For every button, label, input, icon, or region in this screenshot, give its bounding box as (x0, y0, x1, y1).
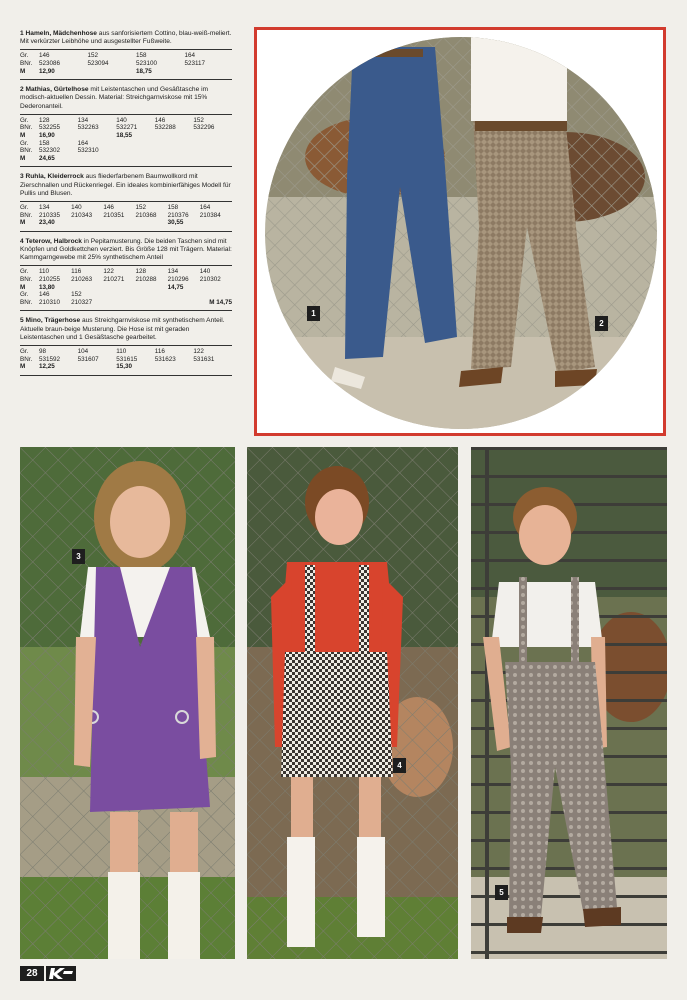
table-cell: 18,75 (135, 67, 152, 75)
table-cell: 146 (154, 116, 166, 124)
product-description (20, 173, 232, 198)
table-row (20, 276, 232, 284)
table-cell: 532296 (193, 124, 215, 132)
table-cell: 152 (135, 203, 146, 211)
table-cell: 140 (71, 203, 82, 211)
row-key: Gr. (20, 268, 29, 276)
size-price-table (20, 268, 232, 306)
photo-badge-3: 3 (72, 549, 85, 564)
table-cell: 12,25 (39, 363, 55, 371)
table-row (20, 132, 232, 140)
table-cell: 158 (39, 139, 50, 147)
product-item (20, 173, 232, 231)
product-list (20, 30, 232, 382)
photo-pants-image (265, 37, 657, 429)
product-name: Mathias, Gürtelhose (25, 86, 89, 94)
table-row (20, 117, 232, 125)
size-price-table (20, 204, 232, 227)
table-row (20, 348, 232, 356)
row-key: M (20, 131, 26, 139)
photo-badge-4: 4 (393, 758, 406, 773)
table-cell: 532302 (39, 147, 61, 155)
table-cell: 16,90 (39, 131, 55, 139)
divider (20, 166, 232, 167)
table-cell (135, 219, 167, 227)
table-cell (87, 68, 135, 76)
product-number: 3 (20, 173, 24, 181)
row-key: Gr. (20, 347, 29, 355)
table-cell: 14,75 (167, 283, 184, 291)
divider (20, 49, 232, 50)
table-cell: 523086 (39, 60, 61, 67)
table-cell: 523094 (87, 60, 109, 67)
table-cell: 210368 (135, 211, 157, 219)
product-description (20, 317, 232, 342)
table-cell: 210384 (199, 211, 221, 219)
table-cell (78, 155, 117, 163)
product-item (20, 86, 232, 167)
photo-girl-houndstooth-skirt (247, 447, 458, 959)
table-cell: 158 (135, 52, 147, 60)
table-cell: 210302 (199, 275, 221, 283)
product-number: 5 (20, 317, 24, 325)
divider (20, 310, 232, 311)
size-price-table (20, 348, 232, 371)
table-cell: 210335 (39, 211, 61, 219)
table-cell: 532255 (39, 124, 61, 132)
table-cell (71, 284, 103, 292)
table-row (20, 204, 232, 212)
table-row (20, 291, 232, 299)
row-key: M (20, 219, 26, 227)
table-cell: 152 (71, 291, 82, 299)
table-cell: 30,55 (167, 219, 184, 227)
divider (20, 201, 232, 202)
photo-girl-purple-dress (20, 447, 235, 959)
product-desc-text: aus Streichgarnviskose mit synthetischem Anteil. Aktuelle braun-beige Musterung. Die Hose ist mit geraden Leistentaschen und 1 Gesäßtasche gearbeitet. (20, 317, 225, 341)
row-key: BNr. (20, 298, 33, 306)
row-key: M (20, 154, 26, 162)
photo-badge-1: 1 (307, 306, 320, 321)
table-row (20, 212, 232, 220)
table-cell: 532310 (77, 147, 99, 155)
product-desc-text: mit Leistentaschen und Gesäßtasche im modisch-aktuellen Dessin. Material: Streichgarnviskose mit 15% Dederonanteil. (20, 86, 209, 110)
row-key: Gr. (20, 291, 29, 299)
table-cell: 128 (39, 116, 50, 124)
table-cell: 210263 (71, 275, 93, 283)
extra-price: M 14,75 (209, 298, 232, 306)
table-cell: 158 (167, 203, 179, 211)
table-row (20, 140, 232, 148)
table-cell: 152 (193, 116, 204, 124)
product-name: Ruhla, Kleiderrock (25, 173, 84, 181)
table-cell (155, 132, 194, 140)
photo-boy-overalls (471, 447, 667, 959)
table-row (20, 147, 232, 155)
product-item (20, 30, 232, 80)
table-row (20, 219, 232, 227)
table-cell (200, 284, 232, 292)
table-cell: 532271 (116, 124, 138, 132)
table-cell: 116 (154, 347, 165, 355)
product-desc-text: in Pepitamusterung. Die beiden Taschen sind mit Knöpfen und Goldkettchen verziert. Bis Größe 128 mit Trägern. Material: Kammgarngewebe mit 25% synthetischem Anteil (20, 237, 232, 262)
table-cell (193, 132, 232, 140)
table-cell: 146 (39, 52, 50, 60)
table-cell: 134 (39, 203, 50, 211)
table-cell: 210296 (167, 275, 189, 283)
product-description (20, 86, 232, 111)
product-name: Hameln, Mädchenhose (25, 30, 97, 37)
table-cell: 13,80 (39, 283, 55, 291)
table-cell (78, 363, 117, 371)
table-cell: 164 (77, 139, 89, 147)
photo-frame-pants (254, 27, 666, 436)
table-cell: 140 (116, 116, 127, 124)
table-cell (184, 68, 232, 76)
row-key: BNr. (20, 124, 33, 132)
photo-badge-2: 2 (595, 316, 608, 331)
product-title (20, 317, 80, 324)
row-key: Gr. (20, 139, 29, 147)
table-cell: 532288 (154, 124, 176, 132)
table-cell: 210310 (39, 298, 61, 306)
table-cell: 523117 (184, 60, 205, 67)
table-row (20, 299, 232, 307)
table-cell: 146 (103, 203, 114, 211)
divider (20, 114, 232, 115)
product-number: 1 (20, 30, 24, 37)
table-row (20, 60, 232, 68)
product-description (20, 238, 232, 263)
size-price-table (20, 117, 232, 163)
divider (20, 345, 232, 346)
table-cell: 110 (39, 268, 50, 276)
row-key: M (20, 67, 26, 75)
table-cell: 12,90 (39, 67, 55, 75)
row-key: BNr. (20, 60, 33, 67)
table-cell (155, 363, 194, 371)
product-desc-text: aus fliederfarbenem Baumwollkord mit Zierschnallen und Rückenriegel. Ein ideales kombinierfähiges Modell für Pullis und Blusen. (20, 173, 231, 197)
table-cell (193, 363, 232, 371)
product-title (20, 238, 82, 245)
row-key: Gr. (20, 52, 29, 60)
row-key: BNr. (20, 147, 33, 155)
table-cell: 104 (77, 347, 89, 355)
table-cell: 210271 (103, 275, 125, 283)
table-row (20, 268, 232, 276)
table-row (20, 284, 232, 292)
table-cell: 146 (39, 291, 50, 299)
table-cell (135, 284, 167, 292)
table-cell (78, 132, 117, 140)
table-row (20, 363, 232, 371)
table-cell: 523100 (135, 60, 157, 67)
table-cell: 23,40 (39, 219, 55, 227)
table-cell: 531631 (193, 355, 215, 363)
product-title (20, 30, 97, 37)
product-number: 4 (20, 237, 24, 245)
table-cell (71, 219, 103, 227)
table-cell: 116 (71, 268, 82, 276)
table-cell: 98 (39, 347, 47, 355)
table-cell: 210255 (39, 275, 61, 283)
row-key: M (20, 363, 26, 371)
product-title (20, 173, 84, 180)
table-row (20, 68, 232, 76)
table-cell: 531615 (116, 355, 138, 363)
table-cell: 152 (87, 52, 98, 60)
table-cell: 128 (135, 268, 146, 276)
table-cell: 210376 (167, 211, 189, 219)
size-price-table (20, 52, 232, 75)
product-name: Teterow, Halbrock (25, 237, 82, 245)
table-cell: 164 (184, 52, 195, 60)
table-cell: 531607 (77, 355, 99, 363)
row-key: Gr. (20, 203, 29, 211)
table-cell: 210327 (71, 298, 93, 306)
table-cell: 140 (199, 268, 211, 276)
photo-badge-5: 5 (495, 885, 508, 900)
product-title (20, 86, 89, 93)
product-item (20, 238, 232, 312)
table-row (20, 124, 232, 132)
page-number: 28 (20, 966, 44, 981)
table-cell: 122 (193, 347, 204, 355)
brand-logo (46, 966, 76, 981)
table-row (20, 356, 232, 364)
table-row (20, 155, 232, 163)
table-cell: 24,65 (39, 154, 55, 162)
table-cell: 531623 (154, 355, 176, 363)
table-cell (103, 219, 135, 227)
table-cell: 18,55 (116, 131, 132, 139)
table-cell: 134 (77, 116, 89, 124)
table-cell: 210288 (135, 275, 157, 283)
table-cell: 134 (167, 268, 179, 276)
table-row (20, 52, 232, 60)
row-key: BNr. (20, 275, 33, 283)
divider (20, 375, 232, 376)
product-item (20, 317, 232, 375)
row-key: Gr. (20, 116, 29, 124)
table-cell: 210351 (103, 211, 125, 219)
row-key: M (20, 283, 26, 291)
table-cell (200, 219, 232, 227)
table-cell: 210343 (71, 211, 93, 219)
table-cell: 532263 (77, 124, 99, 132)
photo-pants-oval (265, 37, 657, 429)
table-cell (103, 284, 135, 292)
product-number: 2 (20, 86, 24, 94)
divider (20, 231, 232, 232)
divider (20, 79, 232, 80)
table-cell: 164 (199, 203, 211, 211)
table-cell: 110 (116, 347, 127, 355)
table-cell: 531592 (39, 355, 61, 363)
row-key: BNr. (20, 355, 33, 363)
product-desc-text: aus sanforisiertem Cottino, blau-weiß-meliert. Mit verkürzter Leibhöhe und ausgestellter Fußweite. (20, 30, 232, 46)
table-cell: 122 (103, 268, 114, 276)
product-description (20, 30, 232, 46)
row-key: BNr. (20, 211, 33, 219)
table-cell: 15,30 (116, 363, 132, 371)
product-name: Mino, Trägerhose (25, 317, 81, 325)
divider (20, 265, 232, 266)
